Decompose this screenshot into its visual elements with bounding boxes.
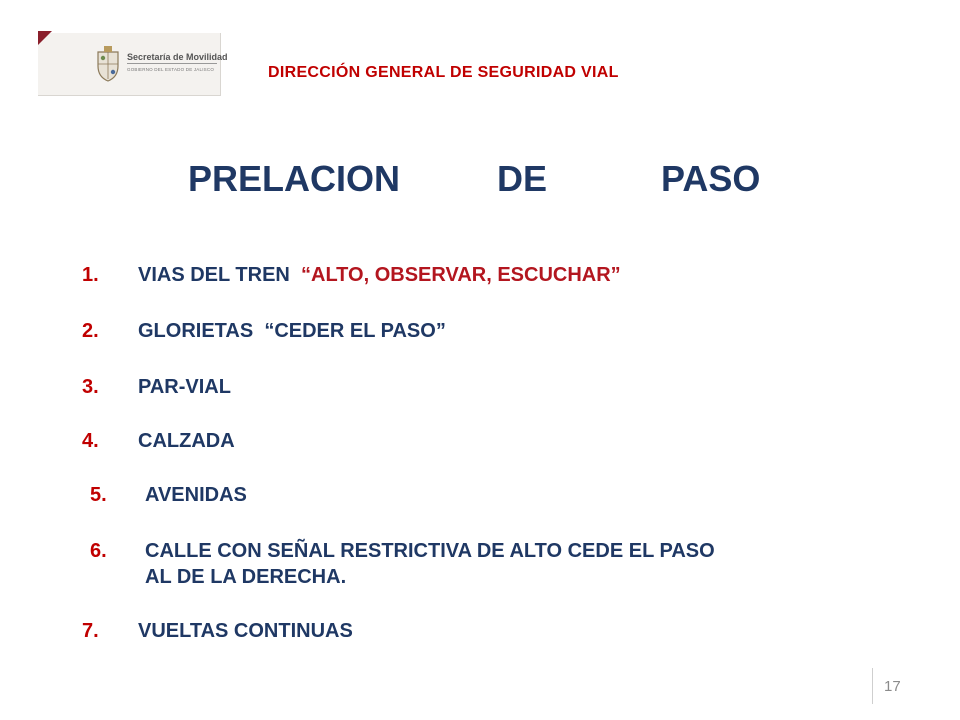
logo-org-name: Secretaría de Movilidad bbox=[127, 52, 228, 62]
list-item-number: 3. bbox=[82, 376, 99, 398]
title-word-prelacion: PRELACION bbox=[188, 158, 401, 199]
list-item bbox=[138, 264, 621, 287]
list-item-text: PAR-VIAL bbox=[138, 376, 231, 398]
list-item-text: VUELTAS CONTINUAS bbox=[138, 620, 353, 642]
list-item-text-continued: AL DE LA DERECHA. bbox=[145, 566, 347, 588]
list-item-quote: “CEDER EL PASO” bbox=[264, 320, 446, 342]
title-word-de: DE bbox=[497, 158, 548, 199]
list-item-number: 5. bbox=[90, 484, 107, 506]
list-item-number: 2. bbox=[82, 320, 99, 342]
page-number: 17 bbox=[884, 678, 901, 695]
list-item-text: GLORIETAS bbox=[138, 320, 254, 342]
logo-panel bbox=[38, 33, 221, 96]
list-item-text: CALZADA bbox=[138, 430, 235, 452]
logo-org-subtitle: GOBIERNO DEL ESTADO DE JALISCO bbox=[127, 67, 215, 72]
list-item-text: AVENIDAS bbox=[145, 484, 247, 506]
state-seal-icon bbox=[92, 44, 124, 84]
title-word-paso: PASO bbox=[661, 158, 761, 199]
list-item-number: 6. bbox=[90, 540, 107, 562]
logo-divider bbox=[127, 63, 217, 64]
list-item-text: CALLE CON SEÑAL RESTRICTIVA DE ALTO CEDE EL PASO bbox=[145, 540, 715, 562]
list-item-number: 1. bbox=[82, 264, 99, 286]
list-item-text: VIAS DEL TREN bbox=[138, 264, 290, 286]
corner-accent bbox=[38, 31, 52, 45]
list-item bbox=[138, 320, 446, 343]
list-item-number: 7. bbox=[82, 620, 99, 642]
header-title: DIRECCIÓN GENERAL DE SEGURIDAD VIAL bbox=[268, 64, 619, 81]
page-number-divider bbox=[872, 668, 873, 704]
list-item-number: 4. bbox=[82, 430, 99, 452]
list-item-quote: “ALTO, OBSERVAR, ESCUCHAR” bbox=[301, 264, 621, 286]
